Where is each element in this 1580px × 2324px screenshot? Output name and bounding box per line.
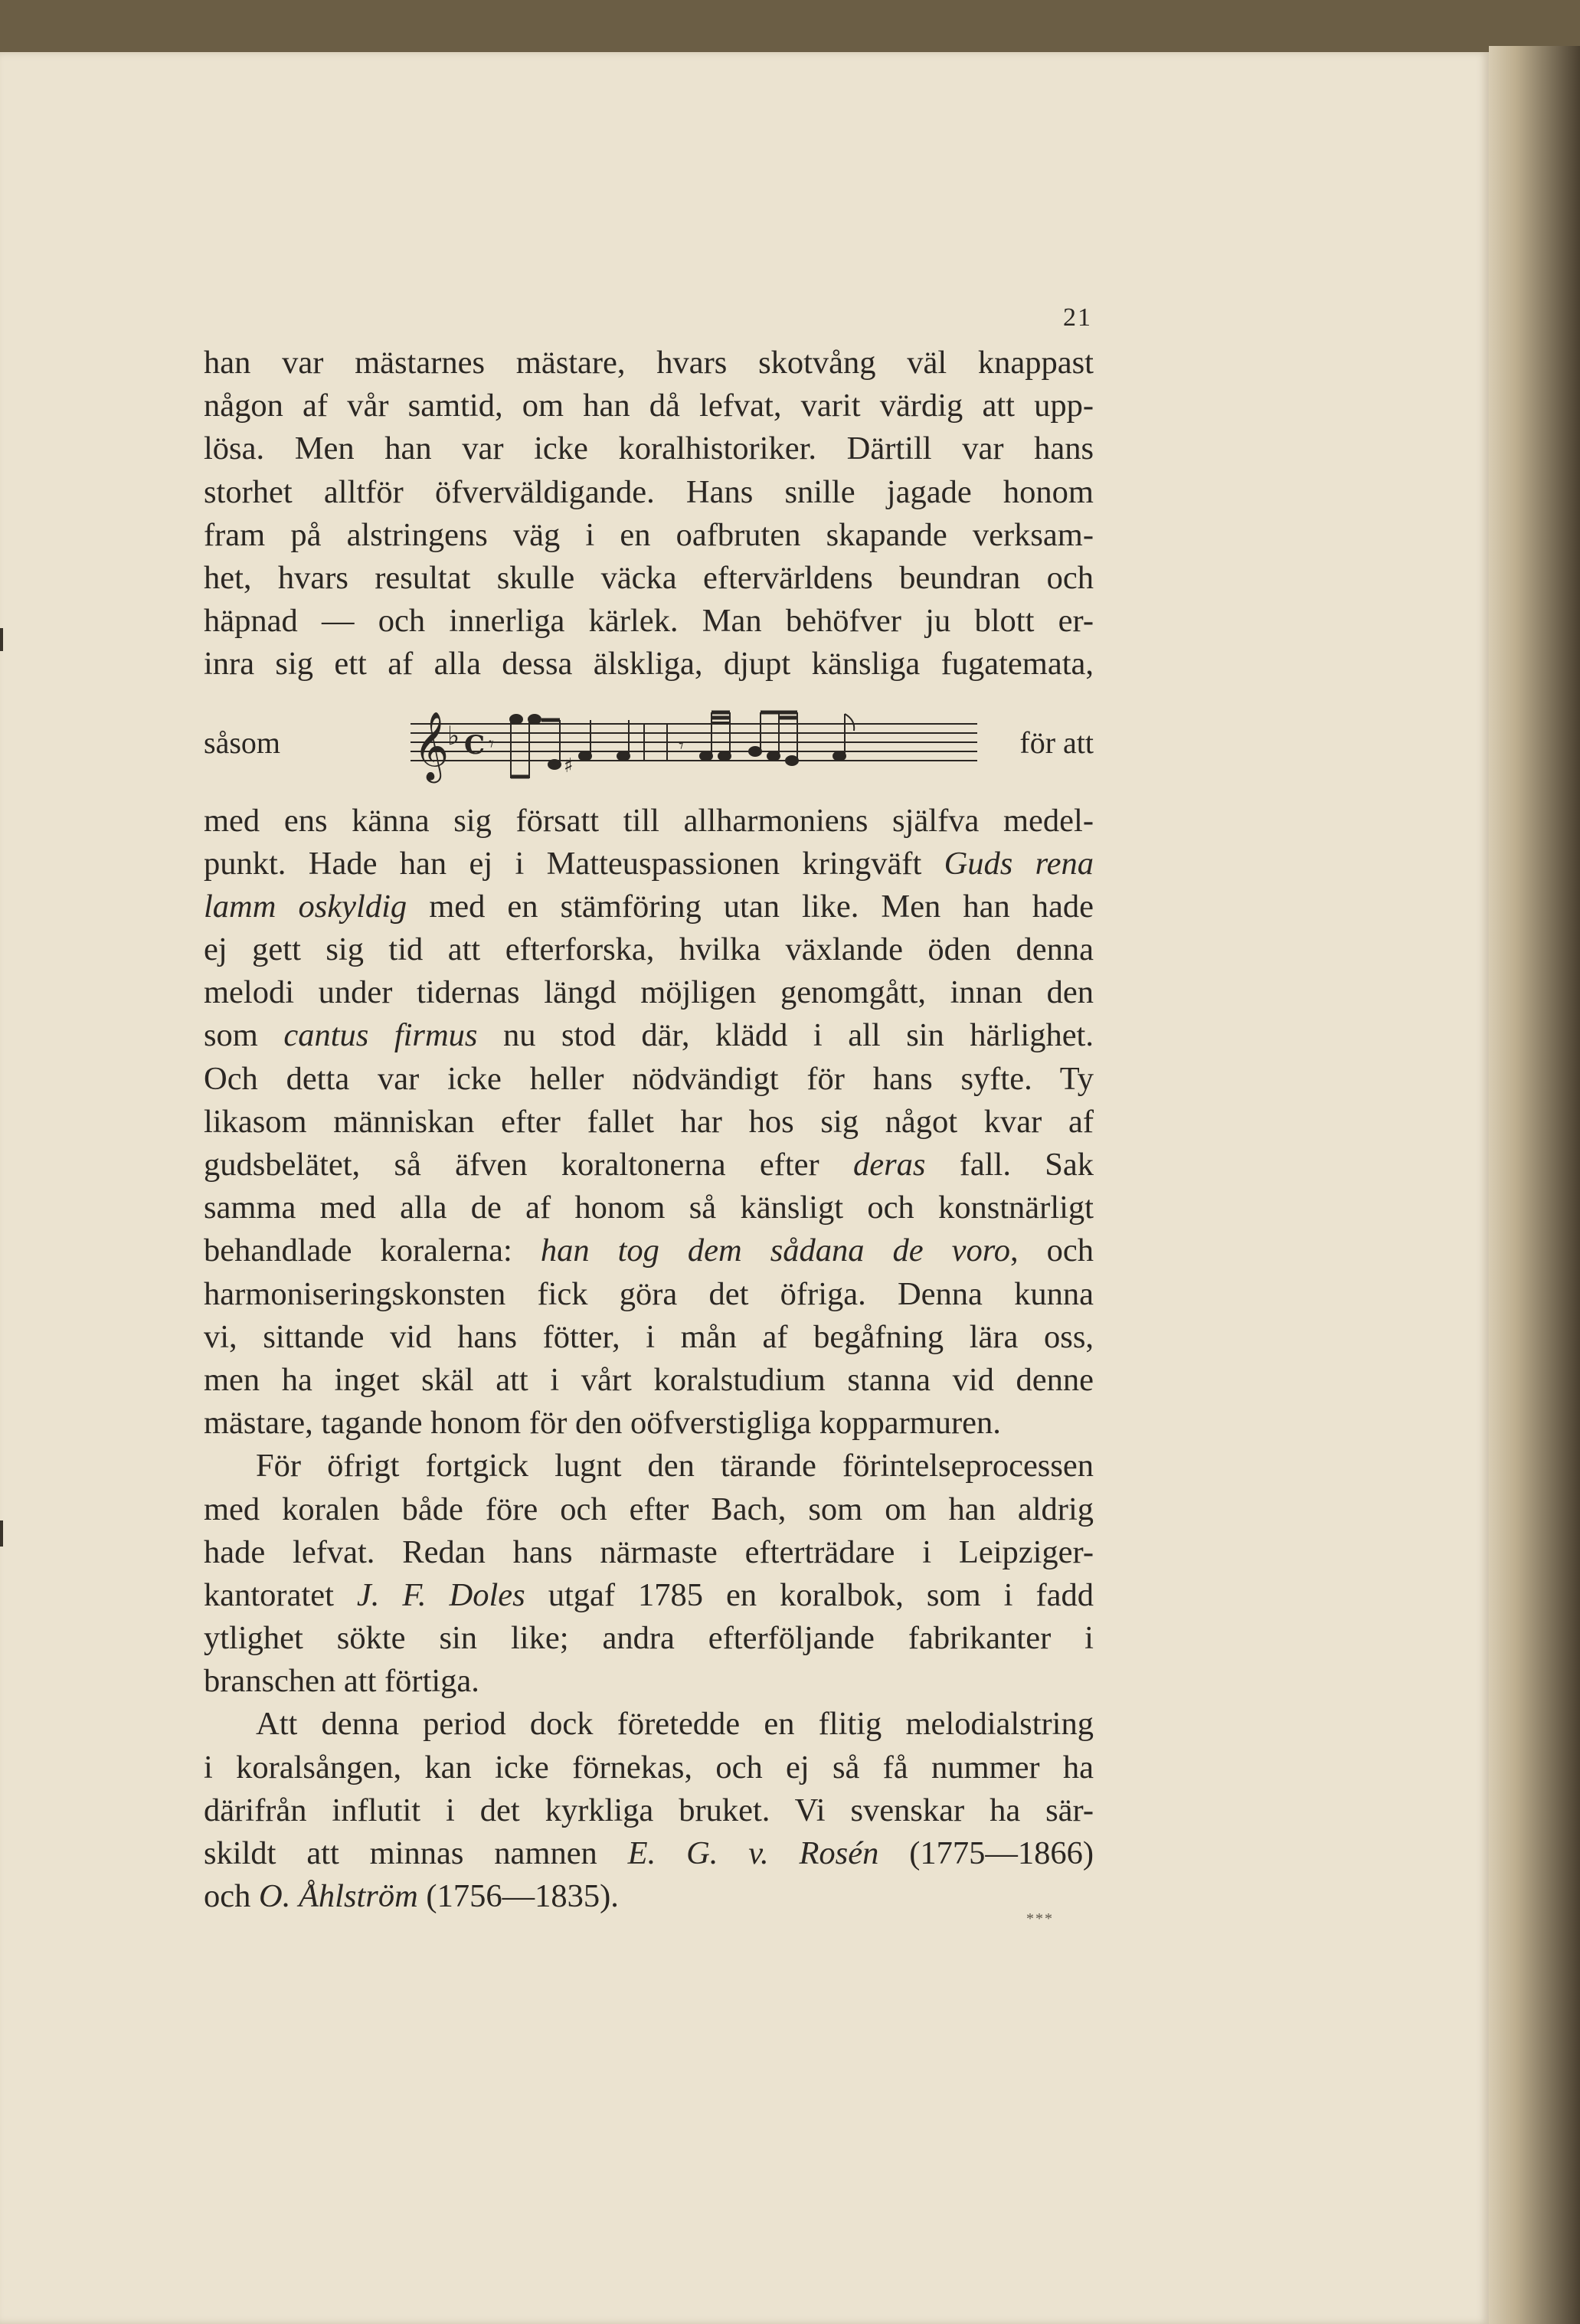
text-span: , och bbox=[1009, 1232, 1094, 1269]
text-line bbox=[204, 843, 1094, 885]
text-line: lösa. Men han var icke koralhistoriker. Därtill var hans bbox=[204, 430, 1094, 467]
music-trail-word: för att bbox=[1019, 725, 1094, 760]
text-span: gudsbelätet, så äfven koraltonerna efter bbox=[204, 1147, 853, 1183]
text-span: nu stod där, klädd i all sin härlighet. bbox=[477, 1017, 1094, 1054]
text-span: (1775—1866) bbox=[878, 1835, 1094, 1871]
text-line: För öfrigt fortgick lugnt den tärande förintelseprocessen bbox=[256, 1448, 1094, 1484]
text-span: kantoratet bbox=[204, 1576, 357, 1613]
text-line: het, hvars resultat skulle väcka eftervärldens beundran och bbox=[204, 559, 1094, 596]
text-line: med koralen både före och efter Bach, som om han aldrig bbox=[204, 1491, 1094, 1527]
text-line bbox=[204, 1014, 1094, 1057]
text-line: harmoniseringskonsten fick göra det öfriga. Denna kunna bbox=[204, 1275, 1094, 1312]
music-lead-word: såsom bbox=[204, 725, 280, 760]
text-span: som bbox=[204, 1017, 284, 1054]
italic-name: J. F. Doles bbox=[356, 1576, 525, 1613]
italic-name: E. G. v. Rosén bbox=[627, 1835, 879, 1871]
svg-text:C: C bbox=[464, 729, 486, 761]
text-line bbox=[204, 1875, 1094, 1918]
text-line bbox=[204, 1144, 1094, 1187]
italic-title: lamm oskyldig bbox=[204, 888, 407, 925]
text-span: fall. Sak bbox=[925, 1147, 1094, 1183]
text-line: fram på alstringens väg i en oafbruten skapande verksam- bbox=[204, 516, 1094, 553]
section-ornament: *** bbox=[1026, 1910, 1054, 1927]
page-number: 21 bbox=[1063, 303, 1092, 332]
text-line: häpnad — och innerliga kärlek. Man behöfver ju blott er- bbox=[204, 603, 1094, 640]
text-line: därifrån influtit i det kyrkliga bruket. Vi svenskar ha sär- bbox=[204, 1792, 1094, 1828]
text-span: (1756—1835). bbox=[417, 1878, 619, 1915]
body-text bbox=[204, 342, 1094, 1918]
italic-name: O. Åhlström bbox=[259, 1878, 418, 1915]
text-line: branschen att förtiga. bbox=[204, 1663, 479, 1700]
italic-title: Guds rena bbox=[944, 845, 1094, 882]
text-line: melodi under tidernas längd möjligen genomgått, innan den bbox=[204, 974, 1094, 1011]
text-span: utgaf 1785 en koralbok, som i fadd bbox=[525, 1576, 1094, 1613]
text-line: samma med alla de af honom så känsligt och konstnärligt bbox=[204, 1190, 1094, 1226]
italic-phrase: han tog dem sådana de voro bbox=[540, 1232, 1010, 1269]
text-line: inra sig ett af alla dessa älskliga, djupt känsliga fugatemata, bbox=[204, 646, 1094, 682]
text-line: ytlighet sökte sin like; andra efterföljande fabrikanter i bbox=[204, 1620, 1094, 1657]
text-line: mästare, tagande honom för den oöfverstigliga kopparmuren. bbox=[204, 1405, 1001, 1442]
music-notation-icon bbox=[311, 689, 985, 797]
italic-word: deras bbox=[852, 1147, 926, 1183]
text-span: skildt att minnas namnen bbox=[204, 1835, 628, 1871]
text-span: och bbox=[204, 1878, 259, 1915]
svg-text:♯: ♯ bbox=[564, 754, 574, 777]
text-line bbox=[204, 1574, 1094, 1617]
text-line: vi, sittande vid hans fötter, i mån af begåfning lära oss, bbox=[204, 1318, 1094, 1355]
text-span: behandlade koralerna: bbox=[204, 1232, 541, 1269]
svg-text:𝄞: 𝄞 bbox=[414, 711, 450, 781]
text-line bbox=[204, 1832, 1094, 1875]
text-span: punkt. Hade han ej i Matteuspassionen kringväft bbox=[204, 845, 944, 882]
text-line: hade lefvat. Redan hans närmaste efterträdare i Leipziger- bbox=[204, 1534, 1094, 1570]
page-edge bbox=[1489, 46, 1580, 2324]
svg-text:♭: ♭ bbox=[447, 720, 460, 751]
text-line: han var mästarnes mästare, hvars skotvång väl knappast bbox=[204, 345, 1094, 381]
text-line: ej gett sig tid att efterforska, hvilka växlande öden denna bbox=[204, 931, 1094, 968]
text-line: likasom människan efter fallet har hos sig något kvar af bbox=[204, 1103, 1094, 1140]
music-example bbox=[204, 689, 1094, 797]
text-span: med en stämföring utan like. Men han hade bbox=[407, 888, 1094, 925]
text-line bbox=[204, 885, 1094, 928]
margin-mark bbox=[0, 1520, 3, 1547]
text-line: Att denna period dock företedde en flitig melodialstring bbox=[256, 1706, 1094, 1743]
svg-text:𝄾: 𝄾 bbox=[679, 734, 684, 758]
italic-term: cantus firmus bbox=[283, 1017, 478, 1054]
text-line bbox=[204, 1229, 1094, 1272]
text-line: men ha inget skäl att i vårt koralstudium stanna vid denne bbox=[204, 1361, 1094, 1398]
text-line: någon af vår samtid, om han då lefvat, varit värdig att upp- bbox=[204, 388, 1094, 424]
text-line: med ens känna sig försatt till allharmoniens själfva medel- bbox=[204, 802, 1094, 839]
text-line: storhet alltför öfverväldigande. Hans snille jagade honom bbox=[204, 473, 1094, 510]
text-line: i koralsången, kan icke förnekas, och ej så få nummer ha bbox=[204, 1749, 1094, 1786]
margin-mark bbox=[0, 628, 3, 651]
text-line: Och detta var icke heller nödvändigt för hans syfte. Ty bbox=[204, 1060, 1094, 1097]
svg-text:𝄾: 𝄾 bbox=[489, 732, 494, 756]
